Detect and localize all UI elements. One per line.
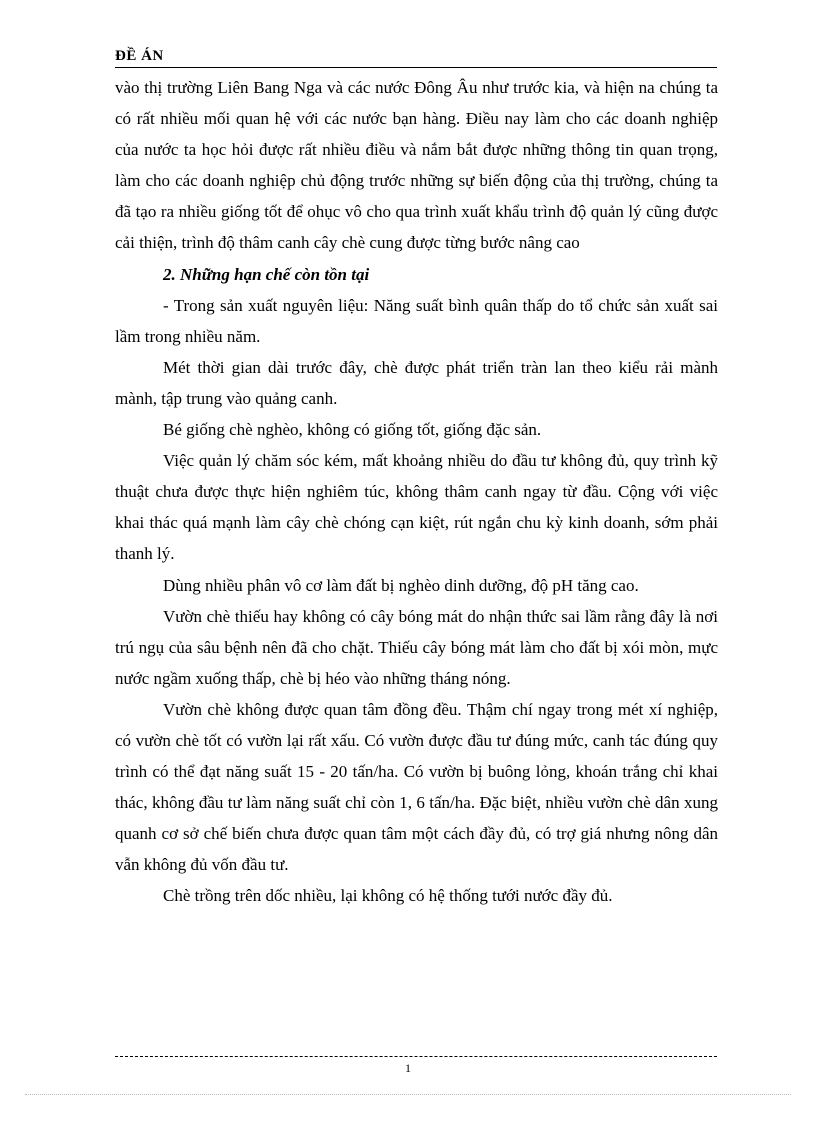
section-heading: 2. Những hạn chế còn tồn tại — [163, 264, 370, 284]
document-body — [115, 72, 718, 912]
paragraph-inorganic-fertilizer: Dùng nhiều phân vô cơ làm đất bị nghèo dinh dưỡng, độ pH tăng cao. — [163, 575, 639, 595]
paragraph-uneven-attention: Vườn chè không được quan tâm đồng đều. Thậm chí ngay trong mét xí nghiệp, có vườn chè tốt có vườn lại rất xấu. Có vườn được đầu tư đúng mức, canh tác đúng quy trình có thể đạt năng suất 15 - 20 tấn/ha. Có vườn bị buông lỏng, khoán trắng chỉ khai thác, không đầu tư làm năng suất chỉ còn 1, 6 tấn/ha. Đặc biệt, nhiều vườn chè dân xung quanh cơ sở chế biến chưa được quan tâm một cách đầy đủ, có trợ giá nhưng nông dân vẫn không đủ vốn đầu tư. — [115, 699, 718, 875]
page-number: 1 — [405, 1061, 411, 1075]
document-header-label: ĐỀ ÁN — [115, 48, 164, 64]
paragraph-irrigation: Chè trồng trên dốc nhiều, lại không có hệ thống tưới nước đầy đủ. — [163, 886, 613, 906]
paragraph-continuation: vào thị trường Liên Bang Nga và các nước Đông Âu như trước kia, và hiện na chúng ta có rất nhiều mối quan hệ với các nước bạn hàng. Điều nay làm cho các doanh nghiệp của nước ta học hỏi được rất nhiều điều và nắm bắt được những thông tin quan trọng, làm cho các doanh nghiệp chủ động trước những sự biến động của thị trường, chúng ta đã tạo ra nhiều giống tốt để ohục vô cho qua trình xuất khẩu trình độ quản lý cũng được cải thiện, trình độ thâm canh cây chè cung được từng bước nâng cao — [115, 78, 718, 253]
paragraph-poor-management: Việc quản lý chăm sóc kém, mất khoảng nhiều do đầu tư không đủ, quy trình kỹ thuật chưa được thực hiện nghiêm túc, không thâm canh ngay từ đầu. Cộng với việc khai thác quá mạnh làm cây chè chóng cạn kiệt, rút ngắn chu kỳ kinh doanh, sớm phải thanh lý. — [115, 451, 718, 564]
header-divider — [115, 67, 717, 68]
paragraph-uncontrolled-expansion: Mét thời gian dài trước đây, chè được phát triển tràn lan theo kiểu rải mành mành, tập trung vào quảng canh. — [115, 357, 718, 408]
paragraph-raw-material-production: - Trong sản xuất nguyên liệu: Năng suất bình quân thấp do tổ chức sản xuất sai lầm trong nhiều năm. — [115, 295, 718, 346]
paragraph-poor-varieties: Bé giống chè nghèo, không có giống tốt, giống đặc sản. — [163, 420, 542, 440]
footer-divider — [115, 1056, 717, 1057]
page-bottom-border — [25, 1094, 791, 1095]
paragraph-shade-trees: Vườn chè thiếu hay không có cây bóng mát do nhận thức sai lầm rằng đây là nơi trú ngụ của sâu bệnh nên đã cho chặt. Thiếu cây bóng mát làm cho đất bị xói mòn, mực nước ngầm xuống thấp, chè bị héo vào những tháng nóng. — [115, 606, 718, 688]
